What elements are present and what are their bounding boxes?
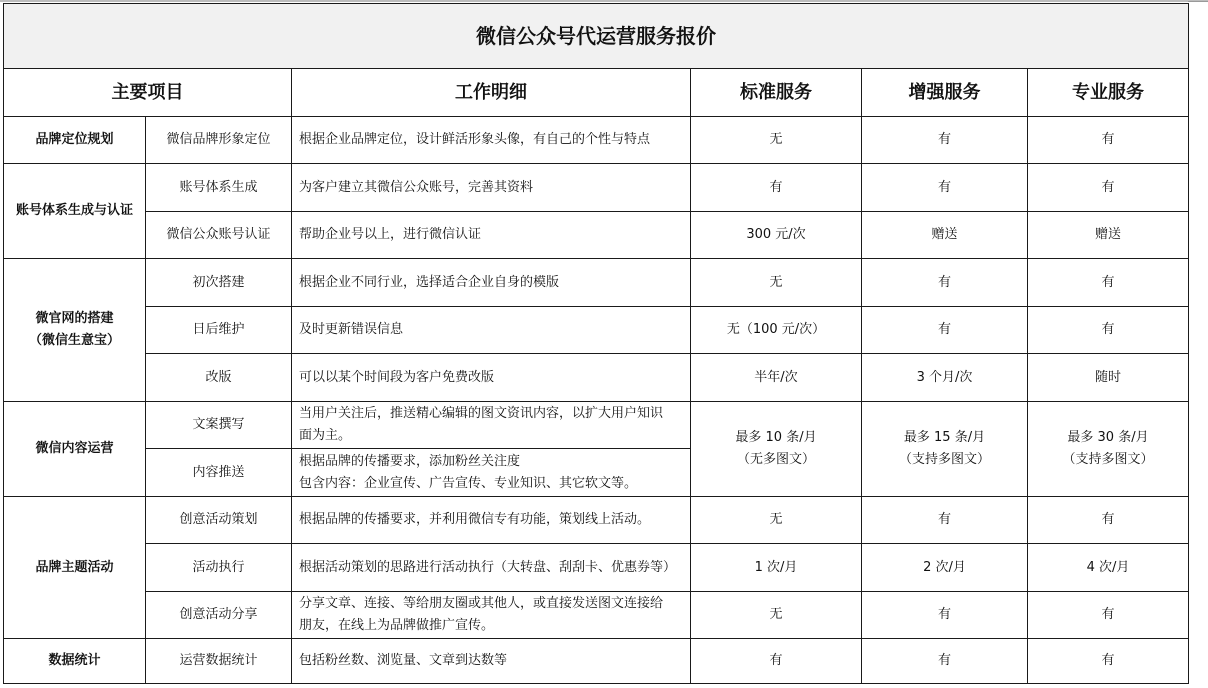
detail-line: 当用户关注后，推送精心编辑的图文资讯内容，以扩大用户知识 [299,406,664,421]
detail-text: 根据企业品牌定位，设计鲜活形象头像，有自己的个性与特点 [292,117,691,164]
enhanced-value: 有 [862,307,1028,354]
header-main-item: 主要项目 [4,69,292,117]
enhanced-value: 2 次/月 [862,544,1028,592]
category-campaign: 品牌主题活动 [4,497,146,639]
value-line: （支持多图文） [898,452,990,467]
standard-value: 无 [691,259,862,307]
table-row [4,259,1189,307]
sub-item: 改版 [146,354,292,402]
sub-item: 日后维护 [146,307,292,354]
table-row [4,212,1189,259]
sub-item: 微信品牌形象定位 [146,117,292,164]
sub-item: 账号体系生成 [146,164,292,212]
right-border-line [1188,1,1208,2]
pricing-table [3,3,1189,684]
category-brand-positioning: 品牌定位规划 [4,117,146,164]
enhanced-value: 3 个月/次 [862,354,1028,402]
header-detail: 工作明细 [292,69,691,117]
detail-text: 根据品牌的传播要求，并利用微信专有功能，策划线上活动。 [292,497,691,544]
detail-line: 根据品牌的传播要求，添加粉丝关注度 [299,453,521,469]
table-row [4,164,1189,212]
standard-value: 无 [691,497,862,544]
value-line: 最多 30 条/月 [1067,430,1149,445]
table-row [4,592,1189,639]
table-row [4,402,1189,449]
standard-value: 300 元/次 [691,212,862,259]
header-enhanced: 增强服务 [862,69,1028,117]
detail-text [292,402,691,449]
category-site-build [4,259,146,402]
sub-item: 内容推送 [146,449,292,497]
enhanced-value: 有 [862,639,1028,684]
professional-value: 随时 [1028,354,1189,402]
enhanced-value: 有 [862,259,1028,307]
table-row [4,307,1189,354]
standard-value: 无 [691,117,862,164]
standard-value: 1 次/月 [691,544,862,592]
header-professional: 专业服务 [1028,69,1189,117]
detail-line: 包含内容：企业宣传、广告宣传、专业知识、其它软文等。 [299,475,638,491]
standard-value [691,402,862,497]
table-row [4,354,1189,402]
professional-value: 有 [1028,497,1189,544]
sub-item: 文案撰写 [146,402,292,449]
table-title: 微信公众号代运营服务报价 [4,4,1189,69]
detail-text: 可以以某个时间段为客户免费改版 [292,354,691,402]
table-row [4,497,1189,544]
enhanced-value: 有 [862,497,1028,544]
detail-text [292,449,691,497]
category-line: 微官网的搭建 [35,311,114,326]
detail-text: 帮助企业号以上，进行微信认证 [292,212,691,259]
category-content: 微信内容运营 [4,402,146,497]
table-row [4,544,1189,592]
standard-value: 无 [691,592,862,639]
detail-line: 分享文章、连接、等给朋友圈或其他人，或直接发送图文连接给 [299,596,664,611]
professional-value: 有 [1028,307,1189,354]
detail-text: 根据活动策划的思路进行活动执行（大转盘、刮刮卡、优惠券等） [292,544,691,592]
professional-value: 有 [1028,592,1189,639]
standard-value: 有 [691,164,862,212]
sub-item: 创意活动策划 [146,497,292,544]
standard-value: 无（100 元/次） [691,307,862,354]
sub-item: 初次搭建 [146,259,292,307]
sub-item: 活动执行 [146,544,292,592]
detail-line: 朋友，在线上为品牌做推广宣传。 [299,618,495,633]
enhanced-value: 有 [862,592,1028,639]
sub-item: 运营数据统计 [146,639,292,684]
detail-text: 及时更新错误信息 [292,307,691,354]
category-account: 账号体系生成与认证 [4,164,146,259]
enhanced-value: 有 [862,164,1028,212]
sub-item: 微信公众账号认证 [146,212,292,259]
enhanced-value: 有 [862,117,1028,164]
category-line: （微信生意宝） [28,333,120,348]
value-line: 最多 10 条/月 [735,430,817,445]
standard-value: 有 [691,639,862,684]
category-stats: 数据统计 [4,639,146,684]
detail-text: 包括粉丝数、浏览量、文章到达数等 [292,639,691,684]
detail-text: 为客户建立其微信公众账号，完善其资料 [292,164,691,212]
professional-value: 有 [1028,259,1189,307]
professional-value: 赠送 [1028,212,1189,259]
header-standard: 标准服务 [691,69,862,117]
sub-item: 创意活动分享 [146,592,292,639]
detail-text [292,592,691,639]
value-line: 最多 15 条/月 [903,430,986,445]
professional-value: 有 [1028,639,1189,684]
enhanced-value [862,402,1028,497]
top-border-line [0,0,1208,2]
enhanced-value: 赠送 [862,212,1028,259]
detail-text: 根据企业不同行业，选择适合企业自身的模版 [292,259,691,307]
professional-value: 有 [1028,117,1189,164]
table-row [4,117,1189,164]
detail-line: 面为主。 [299,428,352,443]
professional-value: 4 次/月 [1028,544,1189,592]
value-line: （无多图文） [736,452,815,467]
professional-value [1028,402,1189,497]
table-row [4,639,1189,684]
standard-value: 半年/次 [691,354,862,402]
value-line: （支持多图文） [1062,452,1154,467]
professional-value: 有 [1028,164,1189,212]
